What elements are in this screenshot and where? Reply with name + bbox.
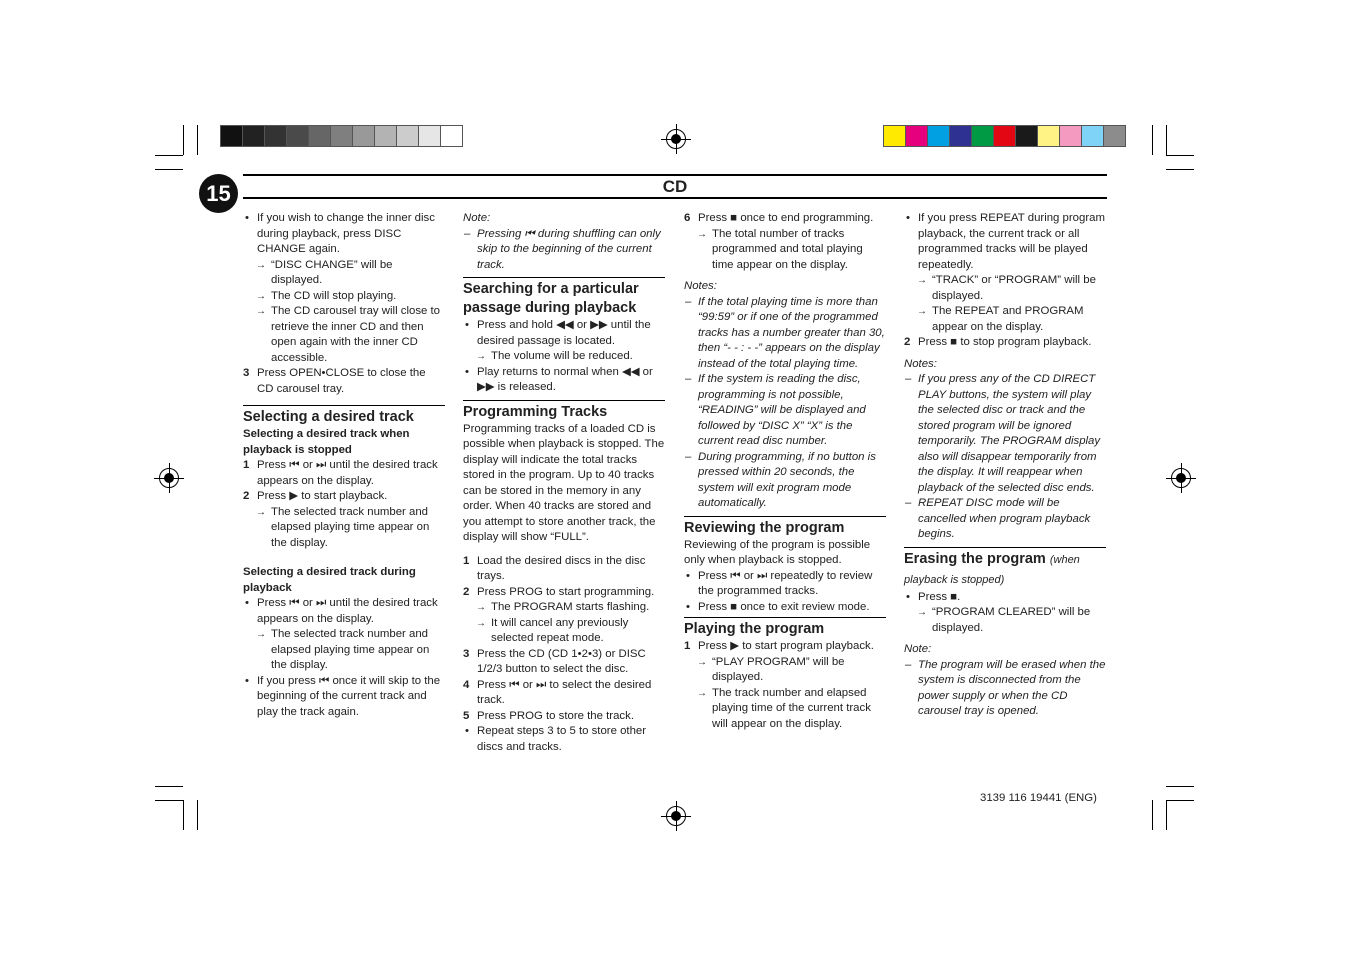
result-item: → The REPEAT and PROGRAM appear on the display. <box>904 304 1106 335</box>
color-swatch <box>374 125 397 147</box>
subheading-during: Selecting a desired track during playback <box>243 566 416 594</box>
step-number: 2 <box>463 585 470 598</box>
color-calibration-bar <box>884 125 1126 147</box>
color-swatch <box>927 125 950 147</box>
list-item: • If you press REPEAT during program playback, the current track or all programmed tracks will be played repeatedly. <box>904 211 1106 273</box>
result-item: → “PROGRAM CLEARED” will be displayed. <box>904 605 1106 636</box>
crop-mark <box>1166 155 1194 156</box>
registration-mark-icon <box>666 129 686 149</box>
crop-mark <box>155 800 183 801</box>
crop-mark <box>1166 169 1194 170</box>
step-text: Press ⏮ or ⏭ to select the desired track. <box>477 678 652 706</box>
column-3 <box>684 211 886 732</box>
column-4 <box>904 211 1106 720</box>
step-text: Press ▶ to start playback. <box>257 490 388 502</box>
result-item: → The CD will stop playing. <box>243 289 445 305</box>
page-number-badge: 15 <box>199 174 238 213</box>
registration-mark-icon <box>1171 468 1191 488</box>
list-item: • Press ⏮ or ⏭ until the desired track appears on the display. <box>243 596 445 627</box>
color-swatch <box>286 125 309 147</box>
color-swatch <box>1081 125 1104 147</box>
result-item: → “DISC CHANGE” will be displayed. <box>243 258 445 289</box>
list-item: • If you wish to change the inner disc during playback, press DISC CHANGE again. <box>243 211 445 258</box>
subheading-stopped: Selecting a desired track when playback is stopped <box>243 428 410 456</box>
column-2 <box>463 211 665 755</box>
step-text: Load the desired discs in the disc trays. <box>477 554 646 582</box>
crop-mark <box>1152 125 1153 155</box>
list-item: • Press and hold ◀◀ or ▶▶ until the desired passage is located. <box>463 318 665 349</box>
step-number: 6 <box>684 212 691 224</box>
crop-mark <box>155 169 183 170</box>
step-number: 5 <box>463 709 470 722</box>
color-swatch <box>883 125 906 147</box>
result-item: → “PLAY PROGRAM” will be displayed. <box>684 655 886 686</box>
color-swatch <box>264 125 287 147</box>
result-item: → It will cancel any previously selected repeat mode. <box>463 616 665 647</box>
step-number: 3 <box>463 647 470 660</box>
color-swatch <box>352 125 375 147</box>
crop-mark <box>197 125 198 155</box>
heading-playing: Playing the program <box>684 617 886 639</box>
step-number: 2 <box>904 336 911 348</box>
list-item: • Press ■. <box>904 590 1106 606</box>
heading-searching: Searching for a particular passage during playback <box>463 277 665 318</box>
crop-mark <box>1166 125 1167 155</box>
erasing-subtitle: (when playback is stopped) <box>904 553 1080 586</box>
step-item <box>243 458 445 489</box>
step-item <box>904 335 1106 351</box>
result-item: → The volume will be reduced. <box>463 349 665 365</box>
list-item: • Play returns to normal when ◀◀ or ▶▶ is released. <box>463 365 665 396</box>
step-text: Press ⏮ or ⏭ until the desired track appears on the display. <box>257 459 438 487</box>
result-item: → The total number of tracks programmed and total playing time appear on the display. <box>684 227 886 274</box>
color-swatch <box>1103 125 1126 147</box>
step-item <box>463 585 665 601</box>
section-title: CD <box>662 177 688 196</box>
note-item: – If the system is reading the disc, programming is not possible, “READING” will be displayed and followed by “DISC X” “X” is the current read disc number. <box>684 372 886 450</box>
column-1 <box>243 211 445 720</box>
header-rule-top <box>243 174 1107 176</box>
crop-mark <box>1152 800 1153 830</box>
heading-programming: Programming Tracks <box>463 400 665 422</box>
list-item: • Press ⏮ or ⏭ repeatedly to review the programmed tracks. <box>684 569 886 600</box>
note-item: – During programming, if no button is pressed within 20 seconds, the system will exit program mode automatically. <box>684 450 886 512</box>
crop-mark <box>155 155 183 156</box>
step-number: 3 <box>243 367 250 379</box>
step-number: 2 <box>243 490 250 502</box>
color-swatch <box>1015 125 1038 147</box>
color-swatch <box>308 125 331 147</box>
list-item: • Press ■ once to exit review mode. <box>684 600 886 616</box>
step-text: Press the CD (CD 1•2•3) or DISC 1/2/3 button to select the disc. <box>477 647 646 675</box>
color-swatch <box>220 125 243 147</box>
note-label: Note: <box>463 212 491 224</box>
step-number: 4 <box>463 678 470 691</box>
step-text: Press PROG to store the track. <box>477 709 634 722</box>
heading-reviewing: Reviewing the program <box>684 516 886 538</box>
header-rule-bottom <box>243 197 1107 199</box>
document-code: 3139 116 19441 (ENG) <box>980 792 1097 804</box>
note-item: – Pressing ⏮ during shuffling can only skip to the beginning of the current track. <box>463 227 665 274</box>
step-item <box>243 489 445 505</box>
programming-intro: Programming tracks of a loaded CD is possible when playback is stopped. The display will indicate the total tracks stored in the program. Up to 40 tracks can be stored in the memory in any order. When 40 tracks are stored and you attempt to store another track, the display will show “FULL”. <box>463 422 665 543</box>
note-label: Note: <box>904 643 932 655</box>
step-item <box>463 647 665 678</box>
color-swatch <box>949 125 972 147</box>
note-item: – If the total playing time is more than “99:59” or if one of the programmed tracks has a number greater than 30, then “- - : - -” appears on the display instead of the total playing time. <box>684 295 886 373</box>
step-item <box>684 639 886 655</box>
result-item: → The selected track number and elapsed playing time appear on the display. <box>243 627 445 674</box>
crop-mark <box>197 800 198 830</box>
grayscale-calibration-bar <box>221 125 463 147</box>
crop-mark <box>1166 786 1194 787</box>
color-swatch <box>242 125 265 147</box>
crop-mark <box>1166 800 1167 830</box>
notes-label: Notes: <box>684 280 717 292</box>
note-item: – If you press any of the CD DIRECT PLAY buttons, the system will play the selected disc or track and the stored program will be ignored temporarily. The PROGRAM display also will disappear temporarily from the display. It will reappear when playback of the selected disc ends. <box>904 372 1106 496</box>
step-number: 1 <box>463 554 470 567</box>
color-swatch <box>1059 125 1082 147</box>
list-item: • Repeat steps 3 to 5 to store other discs and tracks. <box>463 724 665 755</box>
review-intro: Reviewing of the program is possible only when playback is stopped. <box>684 538 871 566</box>
step-text: Press PROG to start programming. <box>477 585 655 598</box>
step-item <box>463 554 665 585</box>
color-swatch <box>905 125 928 147</box>
crop-mark <box>183 125 184 155</box>
color-swatch <box>418 125 441 147</box>
note-item: – The program will be erased when the system is disconnected from the power supply or when the CD carousel tray is opened. <box>904 658 1106 720</box>
color-swatch <box>330 125 353 147</box>
step-text: Press OPEN•CLOSE to close the CD carousel tray. <box>257 367 426 395</box>
heading-erasing <box>904 547 1106 590</box>
notes-label: Notes: <box>904 357 937 370</box>
registration-mark-icon <box>666 806 686 826</box>
result-item: → The PROGRAM starts flashing. <box>463 600 665 616</box>
step-text: Press ▶ to start program playback. <box>698 640 874 652</box>
color-swatch <box>1037 125 1060 147</box>
result-item: → The selected track number and elapsed playing time appear on the display. <box>243 505 445 552</box>
result-item: → The track number and elapsed playing time of the current track will appear on the display. <box>684 686 886 733</box>
crop-mark <box>183 800 184 830</box>
result-item: → The CD carousel tray will close to retrieve the inner CD and then open again with the inner CD accessible. <box>243 304 445 366</box>
step-text: Press ■ once to end programming. <box>698 212 874 224</box>
color-swatch <box>971 125 994 147</box>
erasing-title: Erasing the program <box>904 550 1046 567</box>
note-item: – REPEAT DISC mode will be cancelled when program playback begins. <box>904 496 1106 543</box>
step-item <box>463 709 665 725</box>
result-item: → “TRACK” or “PROGRAM” will be displayed. <box>904 273 1106 304</box>
crop-mark <box>155 786 183 787</box>
step-number: 1 <box>243 459 250 471</box>
crop-mark <box>1166 800 1194 801</box>
color-swatch <box>396 125 419 147</box>
step-item <box>243 366 445 397</box>
step-item <box>463 678 665 709</box>
registration-mark-icon <box>159 468 179 488</box>
step-item <box>684 211 886 227</box>
color-swatch <box>993 125 1016 147</box>
step-number: 1 <box>684 640 691 652</box>
step-text: Press ■ to stop program playback. <box>918 336 1092 348</box>
color-swatch <box>440 125 463 147</box>
list-item: • If you press ⏮ once it will skip to the beginning of the current track and play the track again. <box>243 674 445 721</box>
heading-selecting-track: Selecting a desired track <box>243 405 445 427</box>
